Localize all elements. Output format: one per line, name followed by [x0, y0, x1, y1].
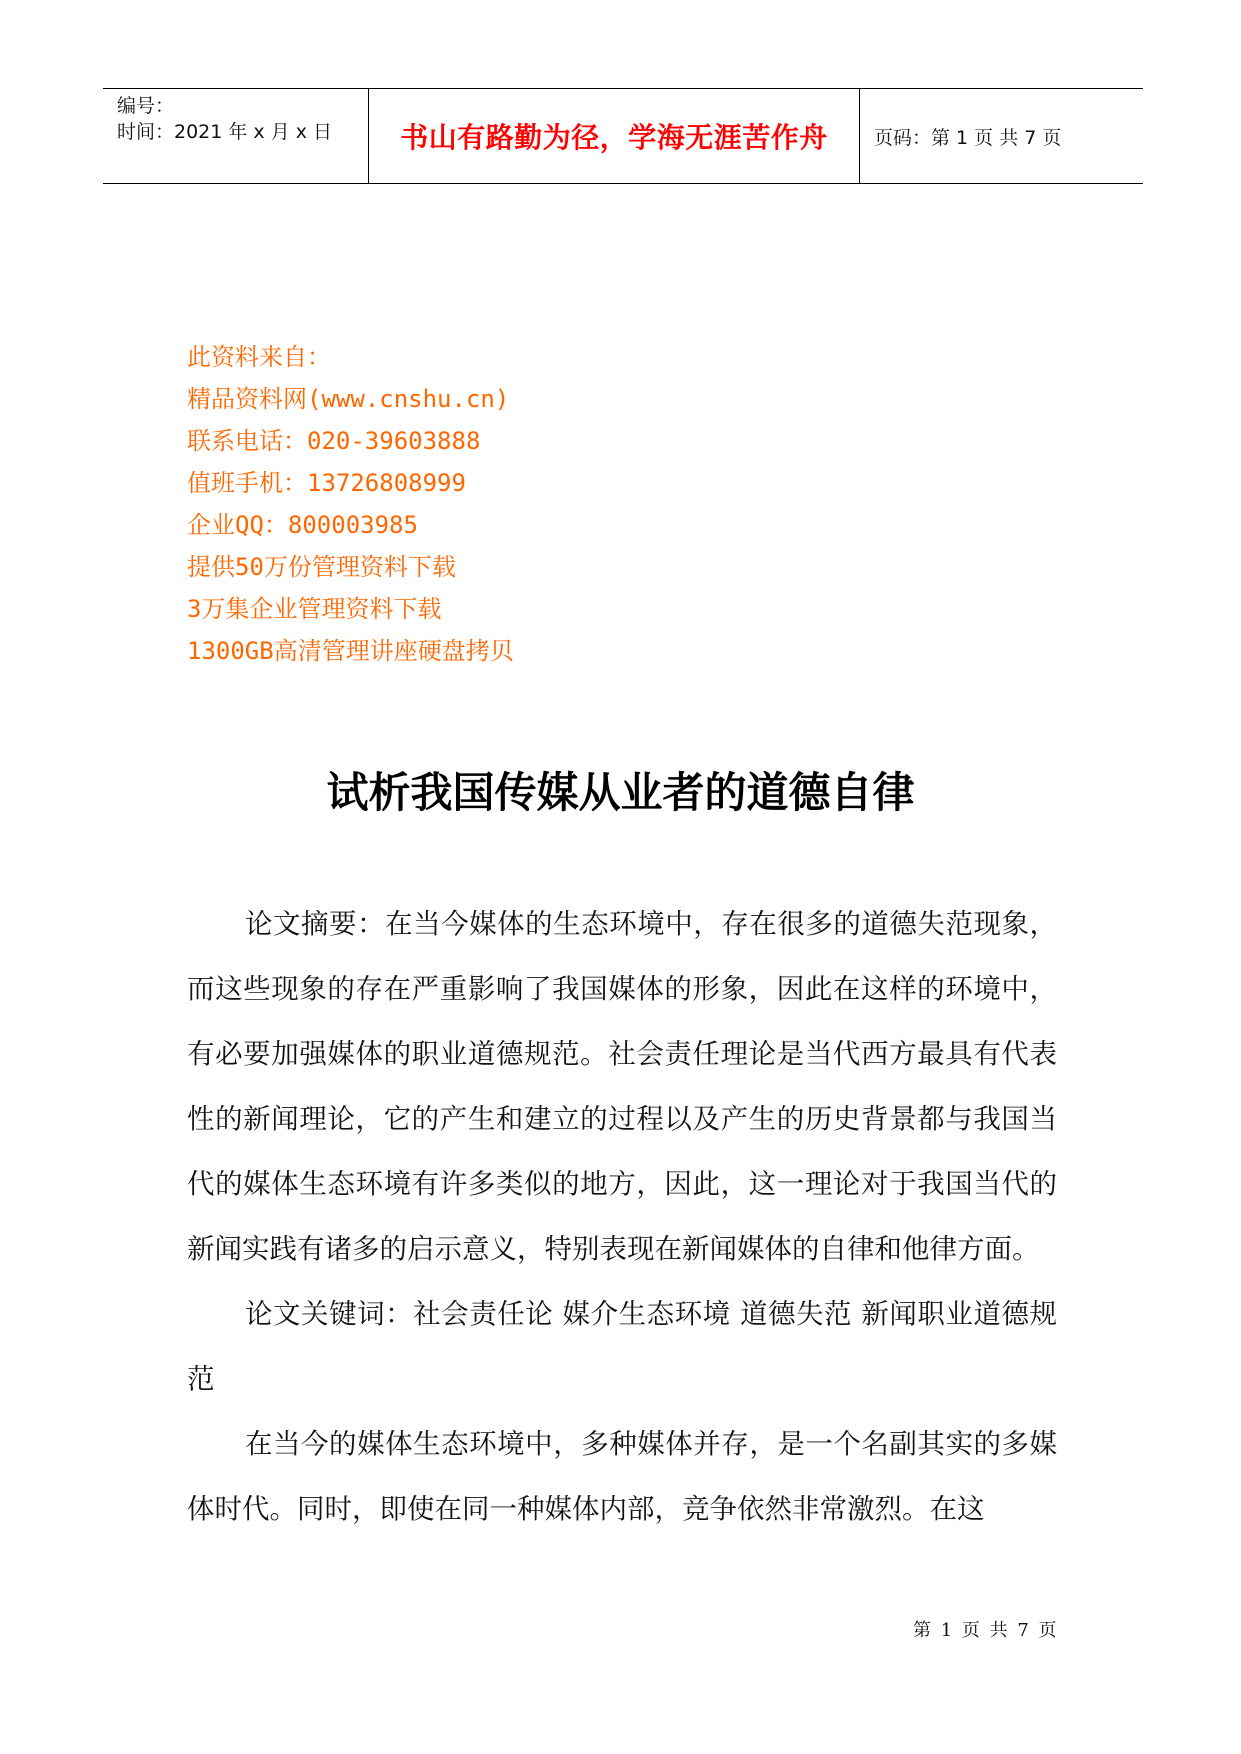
- source-line: 此资料来自：: [187, 343, 331, 371]
- source-line: 1300GB高清管理讲座硬盘拷贝: [187, 637, 514, 665]
- source-line: 3万集企业管理资料下载: [187, 595, 442, 623]
- document-body: [187, 892, 1057, 1542]
- document-title: 试析我国传媒从业者的道德自律: [326, 768, 915, 817]
- source-info-block: [187, 336, 514, 672]
- header-page-info: 页码：第 1 页 共 7 页: [874, 126, 1062, 149]
- document-header: [103, 88, 1143, 184]
- source-line: 值班手机：13726808999: [187, 469, 466, 497]
- abstract-paragraph: 论文摘要：在当今媒体的生态环境中，存在很多的道德失范现象，而这些现象的存在严重影响了我国媒体的形象，因此在这样的环境中，有必要加强媒体的职业道德规范。社会责任理论是当代西方最具有代表性的新闻理论，它的产生和建立的过程以及产生的历史背景都与我国当代的媒体生态环境有许多类似的地方，因此，这一理论对于我国当代的新闻实践有诸多的启示意义，特别表现在新闻媒体的自律和他律方面。: [187, 908, 1057, 1265]
- time-label: 时间：2021 年 x 月 x 日: [117, 121, 333, 143]
- source-line: 提供50万份管理资料下载: [187, 553, 456, 581]
- page-footer: 第 1 页 共 7 页: [913, 1620, 1057, 1641]
- body-paragraph: 在当今的媒体生态环境中，多种媒体并存，是一个名副其实的多媒体时代。同时，即使在同一种媒体内部，竞争依然非常激烈。在这: [187, 1428, 1057, 1525]
- header-left-cell: [103, 89, 369, 183]
- header-motto: 书山有路勤为径，学海无涯苦作舟: [369, 89, 860, 183]
- source-line: 企业QQ：800003985: [187, 511, 418, 539]
- source-line: 联系电话：020-39603888: [187, 427, 481, 455]
- source-website-link[interactable]: 精品资料网(www.cnshu.cn): [187, 385, 510, 413]
- number-label: 编号：: [117, 95, 175, 117]
- keywords-paragraph: 论文关键词：社会责任论 媒介生态环境 道德失范 新闻职业道德规范: [187, 1298, 1057, 1395]
